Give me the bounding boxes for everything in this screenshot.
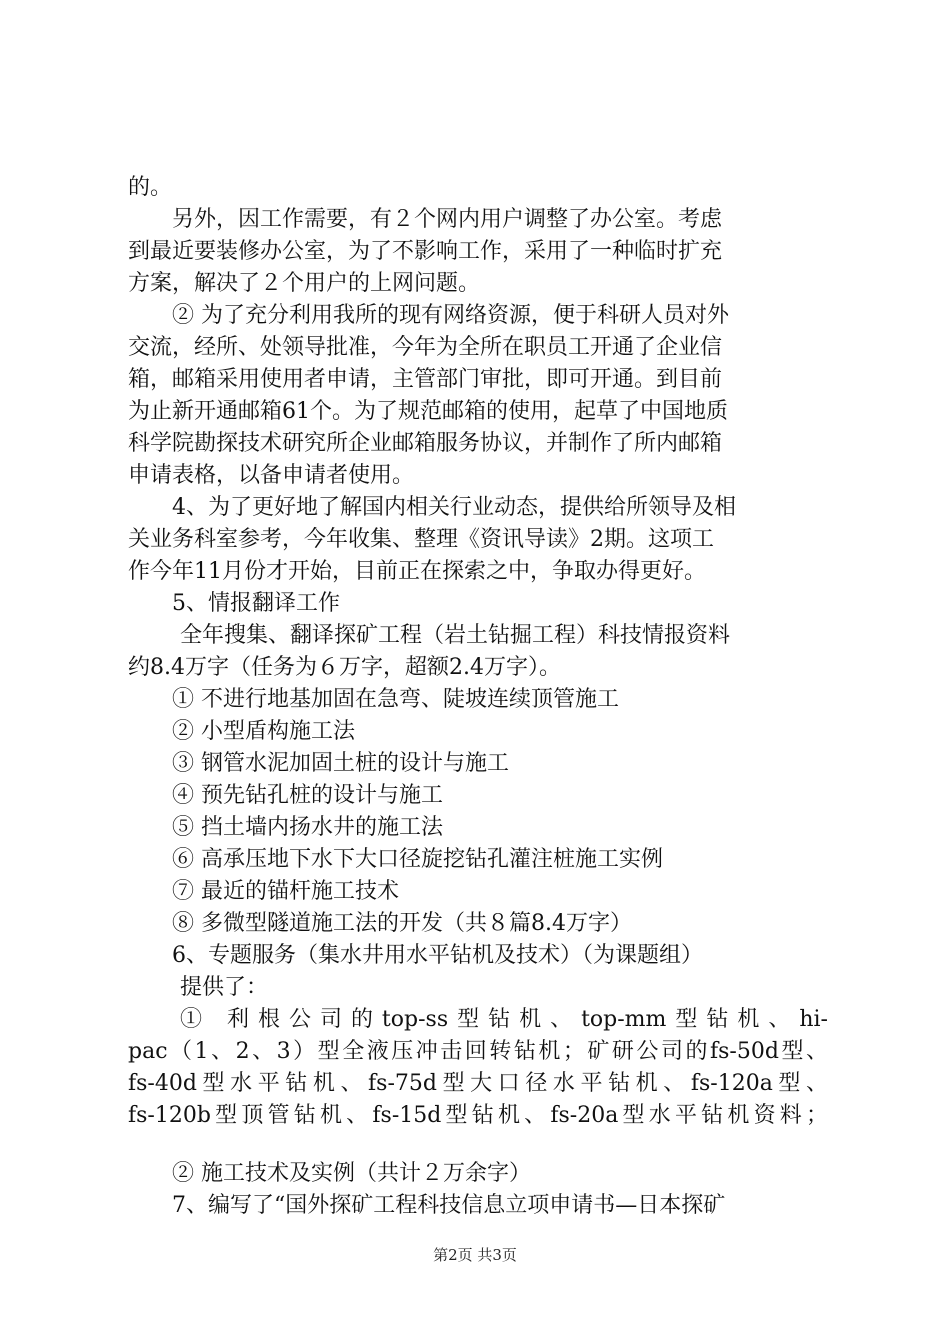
blank-line bbox=[128, 1132, 828, 1158]
list-item: ① 不进行地基加固在急弯、陡坡连续顶管施工 bbox=[172, 687, 619, 712]
paragraph-line: ② 为了充分利用我所的现有网络资源，便于科研人员对外 bbox=[172, 303, 729, 328]
paragraph-line: 4、为了更好地了解国内相关行业动态，提供给所领导及相 bbox=[172, 495, 736, 520]
paragraph-line: 作今年11月份才开始，目前正在探索之中，争取办得更好。 bbox=[128, 559, 706, 584]
page-footer bbox=[0, 1244, 950, 1265]
paragraph-line: 交流，经所、处领导批准，今年为全所在职员工开通了企业信 bbox=[128, 335, 723, 360]
paragraph-line: pac（1、2、3）型全液压冲击回转钻机；矿研公司的fs-50d型、 bbox=[128, 1039, 828, 1064]
paragraph-line: 箱，邮箱采用使用者申请，主管部门审批，即可开通。到目前 bbox=[128, 367, 723, 392]
list-item: ⑦ 最近的锚杆施工技术 bbox=[172, 879, 399, 904]
paragraph-line: 另外，因工作需要，有２个网内用户调整了办公室。考虑 bbox=[172, 207, 723, 232]
list-item: ② 小型盾构施工法 bbox=[172, 719, 355, 744]
section-heading: 7、编写了“国外探矿工程科技信息立项申请书—日本探矿 bbox=[172, 1193, 726, 1218]
paragraph-line: 方案，解决了２个用户的上网问题。 bbox=[128, 271, 481, 296]
paragraph-line: 到最近要装修办公室，为了不影响工作，采用了一种临时扩充 bbox=[128, 239, 723, 264]
paragraph-line: 的。 bbox=[128, 175, 173, 200]
paragraph-line: 约8.4万字（任务为６万字，超额2.4万字）。 bbox=[128, 655, 561, 680]
paragraph-line: 科学院勘探技术研究所企业邮箱服务协议，并制作了所内邮箱 bbox=[128, 431, 723, 456]
list-item: ② 施工技术及实例（共计２万余字） bbox=[172, 1161, 531, 1186]
list-item: ④ 预先钻孔桩的设计与施工 bbox=[172, 783, 443, 808]
paragraph-line: 申请表格，以备申请者使用。 bbox=[128, 463, 415, 488]
paragraph-line: 提供了： bbox=[180, 975, 269, 1000]
paragraph-line: fs-40d型水平钻机、fs-75d型大口径水平钻机、fs-120a型、 bbox=[128, 1071, 828, 1096]
page-number-label: 第2页 共3页 bbox=[433, 1246, 517, 1264]
list-item: ⑥ 高承压地下水下大口径旋挖钻孔灌注桩施工实例 bbox=[172, 847, 663, 872]
paragraph-line: fs-120b型顶管钻机、fs-15d型钻机、fs-20a型水平钻机资料； bbox=[128, 1103, 828, 1128]
paragraph-line: 为止新开通邮箱61个。为了规范邮箱的使用，起草了中国地质 bbox=[128, 399, 728, 424]
paragraph-line: 全年搜集、翻译探矿工程（岩土钻掘工程）科技情报资料 bbox=[180, 623, 731, 648]
section-heading: 5、情报翻译工作 bbox=[172, 591, 340, 616]
document-body bbox=[128, 172, 828, 1222]
paragraph-line: ① 利根公司的top-ss型钻机、top-mm型钻机、hi- bbox=[180, 1007, 828, 1032]
list-item: ⑧ 多微型隧道施工法的开发（共８篇8.4万字） bbox=[172, 911, 632, 936]
list-item: ③ 钢管水泥加固土桩的设计与施工 bbox=[172, 751, 509, 776]
section-heading: 6、专题服务（集水井用水平钻机及技术）（为课题组） bbox=[172, 943, 703, 968]
paragraph-line: 关业务科室参考，今年收集、整理《资讯导读》2期。这项工 bbox=[128, 527, 714, 552]
list-item: ⑤ 挡土墙内扬水井的施工法 bbox=[172, 815, 443, 840]
